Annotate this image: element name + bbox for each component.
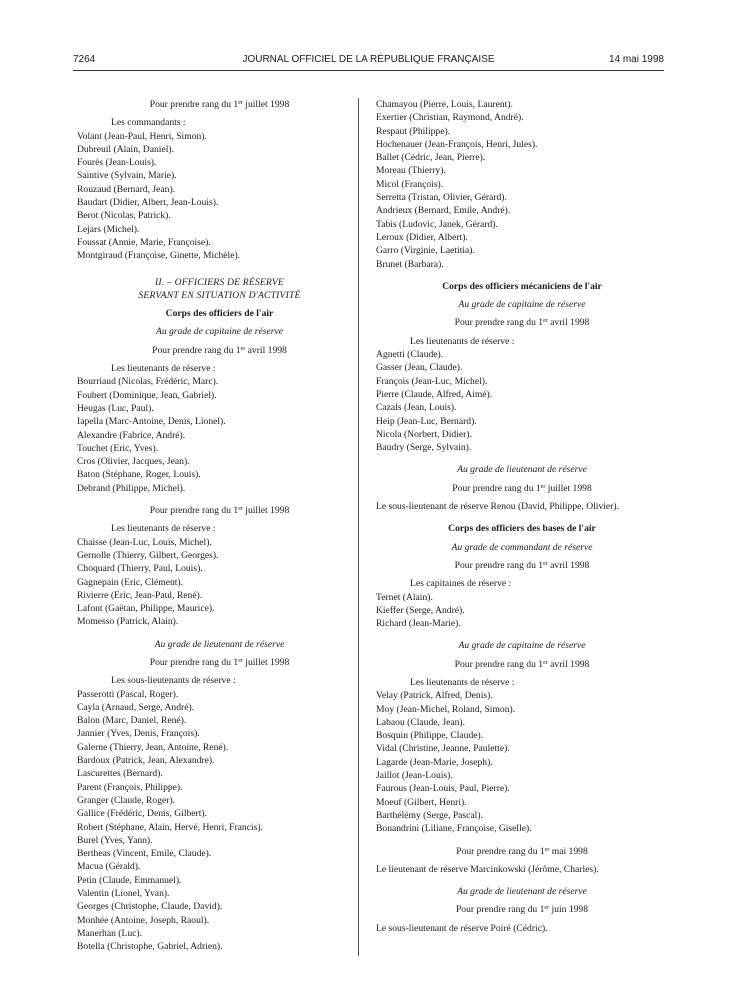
rang-heading: Pour prendre rang du 1er avril 1998 <box>152 344 287 356</box>
list-item: Momesso (Patrick, Alain). <box>77 616 179 628</box>
list-item: Baudart (Didier, Albert, Jean-Louis). <box>77 197 219 209</box>
list-item: Saintive (Sylvain, Marie). <box>77 170 177 182</box>
list-item: Bourriaud (Nicolas, Frédéric, Marc). <box>77 376 219 388</box>
list-item: Agnetti (Claude). <box>376 349 444 361</box>
rank-label: Les sous-lieutenants de réserve : <box>111 675 236 687</box>
list-item: Respaut (Philippe). <box>376 125 451 137</box>
list-item: Lascurettes (Bernard). <box>77 768 163 780</box>
list-item: Baudry (Serge, Sylvain). <box>376 442 472 454</box>
name-list <box>376 591 668 631</box>
list-item: Serretta (Tristan, Olivier, Gérard). <box>376 192 507 204</box>
grade-heading: Au grade de lieutenant de réserve <box>154 638 285 650</box>
list-item: Dubreuil (Alain, Daniel). <box>77 143 174 155</box>
name-list <box>77 688 362 954</box>
issue-date: 14 mai 1998 <box>608 54 664 65</box>
list-item: Manerhan (Luc). <box>77 927 142 939</box>
list-item: Macua (Gérald). <box>77 861 141 873</box>
list-item: Heugas (Luc, Paul). <box>77 402 154 414</box>
list-item: Alexandre (Fabrice, André). <box>77 429 186 441</box>
rank-label: Les capitaines de réserve : <box>410 578 512 590</box>
page-number: 7264 <box>73 54 96 65</box>
list-item: Gagnepain (Eric, Clément). <box>77 576 184 588</box>
list-item: Choquard (Thierry, Paul, Louis). <box>77 563 203 575</box>
list-item: Foubert (Dominique, Jean, Gabriel). <box>77 389 217 401</box>
list-item: Lafont (Gaëtan, Philippe, Maurice). <box>77 603 215 615</box>
list-item: Vidal (Christine, Jeanne, Paulette). <box>376 743 510 755</box>
single-appointment: Le lieutenant de réserve Marcinkowski (Jérôme, Charles). <box>376 863 599 875</box>
rang-heading: Pour prendre rang du 1er juillet 1998 <box>452 482 592 494</box>
grade-heading: Au grade de capitaine de réserve <box>458 299 586 311</box>
list-item: Debrand (Philippe, Michel). <box>77 482 186 494</box>
list-item: Hochenauer (Jean-François, Henri, Jules). <box>376 138 538 150</box>
list-item: Lagarde (Jean-Marie, Joseph). <box>376 756 493 768</box>
list-item: Monhée (Antoine, Joseph, Raoul). <box>77 914 210 926</box>
list-item: Ballet (Cédric, Jean, Pierre). <box>376 152 486 164</box>
rang-heading: Pour prendre rang du 1er mai 1998 <box>456 845 588 857</box>
grade-heading: Au grade de commandant de réserve <box>451 541 593 553</box>
grade-heading: Au grade de capitaine de réserve <box>458 640 586 652</box>
list-item: Chaisse (Jean-Luc, Louis, Michel). <box>77 536 212 548</box>
rang-heading: Pour prendre rang du 1er juillet 1998 <box>149 99 290 110</box>
header-rule <box>73 70 664 71</box>
rank-label: Les lieutenants de réserve : <box>111 363 216 375</box>
rang-heading: Pour prendre rang du 1er avril 1998 <box>454 317 590 329</box>
list-item: Bertheas (Vincent, Emile, Claude). <box>77 848 212 860</box>
list-item: Bosquin (Philippe, Claude). <box>376 730 484 742</box>
list-item: Bonandrini (Liliane, Françoise, Giselle). <box>376 823 532 835</box>
list-item: Pierre (Claude, Alfred, Aimé). <box>376 388 493 400</box>
name-list <box>376 689 668 835</box>
list-item: Velay (Patrick, Alfred, Denis). <box>376 690 493 702</box>
list-item: Balon (Marc, Daniel, René). <box>77 715 187 727</box>
name-list <box>376 98 668 271</box>
list-item: Petin (Claude, Emmanuel). <box>77 874 182 886</box>
list-item: Barthélémy (Serge, Pascal). <box>376 809 483 821</box>
rang-heading: Pour prendre rang du 1er avril 1998 <box>454 559 590 571</box>
section-title: II. – OFFICIERS DE RÉSERVE <box>155 276 284 288</box>
name-list <box>77 130 362 263</box>
rang-heading: Pour prendre rang du 1er avril 1998 <box>454 658 590 670</box>
list-item: Cayla (Arnaud, Serge, André). <box>77 701 195 713</box>
list-item: Moeuf (Gilbert, Henri). <box>376 796 467 808</box>
list-item: Gasser (Jean, Claude). <box>376 362 463 374</box>
list-item: Berot (Nicolas, Patrick). <box>77 210 171 222</box>
left-column <box>77 98 362 954</box>
rang-heading: Pour prendre rang du 1er juillet 1998 <box>149 656 290 668</box>
list-item: Baton (Stéphane, Roger, Louis). <box>77 469 201 481</box>
rank-label: Les lieutenants de réserve : <box>410 676 515 688</box>
list-item: Nicola (Norbert, Didier). <box>376 428 472 440</box>
list-item: Gallice (Frédéric, Denis, Gilbert). <box>77 808 207 820</box>
list-item: Granger (Claude, Roger). <box>77 794 176 806</box>
list-item: Garro (Virginie, Laetitia). <box>376 245 475 257</box>
list-item: Foussat (Annie, Marie, Françoise). <box>77 236 211 248</box>
list-item: Parent (François, Philippe). <box>77 781 183 793</box>
list-item: Fourès (Jean-Louis). <box>77 157 157 169</box>
list-item: Iapella (Marc-Antoine, Denis, Lionel). <box>77 416 226 428</box>
list-item: Tabis (Ludovic, Janek, Gérard). <box>376 218 498 230</box>
list-item: Exertier (Christian, Raymond, André). <box>376 112 524 124</box>
grade-heading: Au grade de lieutenant de réserve <box>457 886 587 898</box>
list-item: Lejars (Michel). <box>77 223 140 235</box>
name-list <box>77 536 362 629</box>
list-item: Micol (François). <box>376 178 444 190</box>
list-item: Bardoux (Patrick, Jean, Alexandre). <box>77 755 215 767</box>
list-item: Burel (Yves, Yann). <box>77 834 153 846</box>
list-item: Montgiraud (Françoise, Ginette, Michèle). <box>77 250 241 262</box>
single-appointment: Le sous-lieutenant de réserve Renou (David, Philippe, Olivier). <box>376 501 619 513</box>
section-subtitle: SERVANT EN SITUATION D'ACTIVITÉ <box>138 289 301 301</box>
list-item: Robert (Stéphane, Alain, Hervé, Henri, Francis). <box>77 821 263 833</box>
list-item: Brunet (Barbara). <box>376 258 444 270</box>
list-item: Faurous (Jean-Louis, Paul, Pierre). <box>376 783 510 795</box>
list-item: Andrieux (Bernard, Emile, André). <box>376 205 511 217</box>
rank-label: Les commandants : <box>111 117 186 129</box>
list-item: Galerne (Thierry, Jean, Antoine, René). <box>77 741 229 753</box>
list-item: Georges (Christophe, Claude, David). <box>77 901 223 913</box>
grade-heading: Au grade de capitaine de réserve <box>155 326 284 338</box>
single-appointment: Le sous-lieutenant de réserve Poiré (Cédric). <box>376 922 548 934</box>
list-item: Richard (Jean-Marie). <box>376 618 461 630</box>
list-item: Jaillot (Jean-Louis). <box>376 770 453 782</box>
list-item: Rouzaud (Bernard, Jean). <box>77 183 176 195</box>
list-item: Moy (Jean-Michel, Roland, Simon). <box>376 703 516 715</box>
list-item: Botella (Christophe, Gabriel, Adrien). <box>77 941 223 953</box>
rang-heading: Pour prendre rang du 1er juillet 1998 <box>149 505 290 517</box>
list-item: Labaou (Claude, Jean). <box>376 716 465 728</box>
right-column <box>376 98 668 935</box>
rank-label: Les lieutenants de réserve : <box>111 523 216 535</box>
list-item: Cros (Olivier, Jacques, Jean). <box>77 456 190 468</box>
list-item: Kieffer (Serge, André). <box>376 604 465 616</box>
list-item: Gernolle (Thierry, Gilbert, Georges). <box>77 549 219 561</box>
grade-heading: Au grade de lieutenant de réserve <box>457 464 587 476</box>
list-item: Chamayou (Pierre, Louis, Laurent). <box>376 99 513 110</box>
corps-heading: Corps des officiers mécaniciens de l'air <box>442 280 602 292</box>
list-item: Cazals (Jean, Louis). <box>376 402 457 414</box>
column-divider <box>358 98 359 956</box>
rang-heading: Pour prendre rang du 1er juin 1998 <box>455 904 589 916</box>
name-list <box>376 348 668 454</box>
name-list <box>77 375 362 495</box>
list-item: Jannier (Yves, Denis, François). <box>77 728 200 740</box>
journal-title: JOURNAL OFFICIEL DE LA RÉPUBLIQUE FRANÇAISE <box>242 54 495 65</box>
list-item: Heip (Jean-Luc, Bernard). <box>376 415 477 427</box>
list-item: Leroux (Didier, Albert). <box>376 231 468 243</box>
list-item: Rivierre (Eric, Jean-Paul, René). <box>77 589 203 601</box>
list-item: François (Jean-Luc, Michel). <box>376 375 488 387</box>
corps-heading: Corps des officiers des bases de l'air <box>448 523 596 535</box>
list-item: Touchet (Eric, Yves). <box>77 442 159 454</box>
corps-heading: Corps des officiers de l'air <box>165 308 274 320</box>
page-header <box>73 52 664 68</box>
list-item: Passerotti (Pascal, Roger). <box>77 688 179 700</box>
list-item: Volant (Jean-Paul, Henri, Simon). <box>77 130 207 142</box>
list-item: Moreau (Thierry). <box>376 165 446 177</box>
list-item: Valentin (Lionel, Yvan). <box>77 888 170 900</box>
list-item: Ternet (Alain). <box>376 591 433 603</box>
rank-label: Les lieutenants de réserve : <box>410 335 515 347</box>
